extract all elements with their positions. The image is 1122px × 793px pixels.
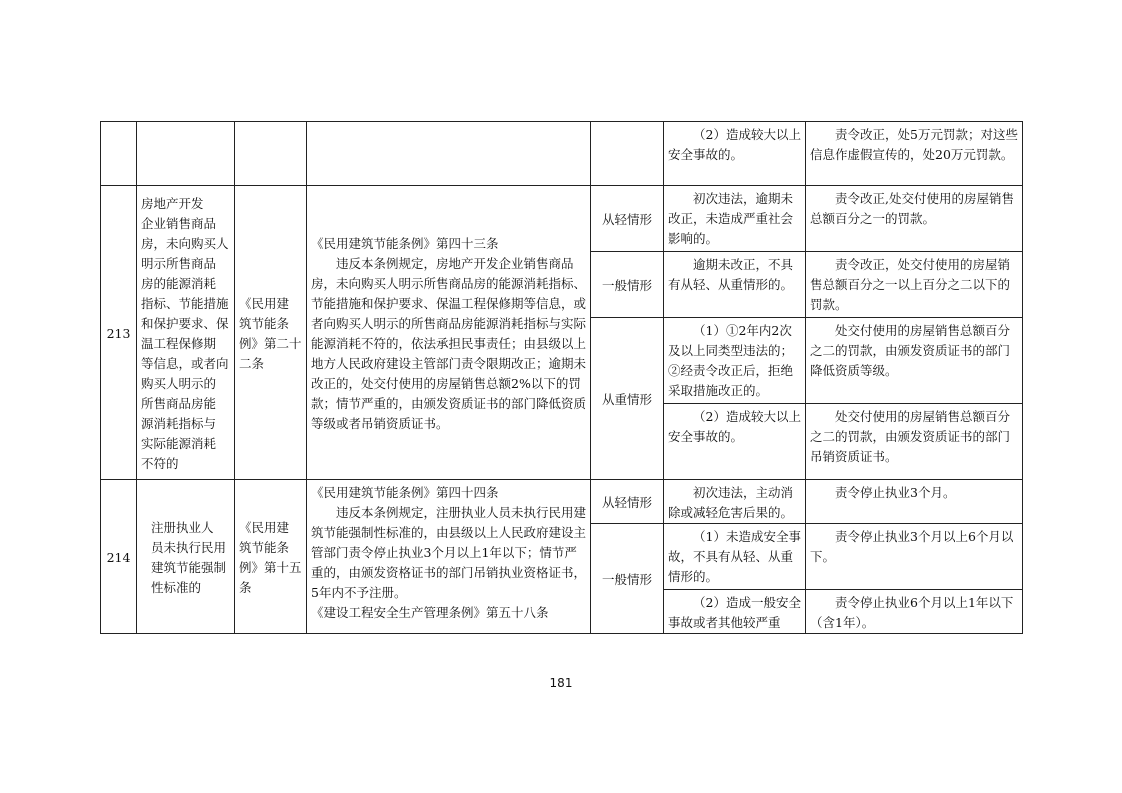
level-cell: 从轻情形: [591, 186, 664, 252]
page-number: 181: [549, 676, 573, 690]
clause-body: 违反本条例规定，房地产开发企业销售商品房，未向购买人明示所售商品房的能源消耗指标、节能措施和保护要求、保温工程保修期等信息，或者向购买人明示的所售商品房能源消耗指标与实际能源消耗不符的，依法承担民事责任；由县级以上地方人民政府建设主管部门责令限期改正；逾期未改正的，处交付使用的房屋销售总额2%以下的罚款；情节严重的，由颁发资质证书的部门降低资质等级或者吊销资质证书。: [311, 256, 587, 431]
clause-title: 《民用建筑节能条例》第四十四条: [311, 485, 499, 500]
sub-case-cell: （2）造成较大以上安全事故的。: [664, 122, 806, 186]
level-cell: 从轻情形: [591, 480, 664, 524]
violation-cell: 注册执业人 员未执行民用 建筑节能强制 性标准的: [137, 480, 235, 634]
sub-case-cell: （2）造成一般安全事故或者其他较严重: [664, 590, 806, 634]
sub-case-cell: 逾期未改正，不具有从轻、从重情形的。: [664, 252, 806, 318]
clause-extra: 《建设工程安全生产管理条例》第五十八条: [311, 605, 549, 620]
penalty-cell: 责令改正,处交付使用的房屋销售总额百分之一的罚款。: [806, 186, 1023, 252]
penalty-cell: 责令停止执业3个月。: [806, 480, 1023, 524]
clause-title: 《民用建筑节能条例》第四十三条: [311, 236, 499, 251]
level-cell: 一般情形: [591, 252, 664, 318]
table-row: [101, 186, 1023, 252]
penalty-cell: 责令改正，处5万元罚款；对这些信息作虚假宣传的，处20万元罚款。: [806, 122, 1023, 186]
sub-case-cell: （2）造成较大以上安全事故的。: [664, 404, 806, 480]
sub-case-cell: 初次违法，逾期未改正，未造成严重社会影响的。: [664, 186, 806, 252]
number-cell: [101, 122, 137, 186]
sub-case-cell: 初次违法，主动消除或减轻危害后果的。: [664, 480, 806, 524]
table-row: [101, 480, 1023, 524]
clause-body: 违反本条例规定，注册执业人员未执行民用建筑节能强制性标准的，由县级以上人民政府建设主管部门责令停止执业3个月以上1年以下；情节严重的，由颁发资格证书的部门吊销执业资格证书，5年内不予注册。: [311, 505, 587, 600]
row-number: 214: [101, 480, 137, 634]
sub-case-cell: （1）未造成安全事故，不具有从轻、从重情形的。: [664, 524, 806, 590]
penalty-cell: 责令改正，处交付使用的房屋销售总额百分之一以上百分之二以下的罚款。: [806, 252, 1023, 318]
level-cell: [591, 122, 664, 186]
clause-cell: [307, 480, 591, 634]
penalty-cell: 处交付使用的房屋销售总额百分之二的罚款，由颁发资质证书的部门降低资质等级。: [806, 318, 1023, 404]
basis-cell: 《民用建 筑节能条 例》第二十 二条: [235, 186, 307, 480]
clause-cell: [307, 122, 591, 186]
level-cell: 一般情形: [591, 524, 664, 634]
penalty-cell: 处交付使用的房屋销售总额百分之二的罚款，由颁发资质证书的部门吊销资质证书。: [806, 404, 1023, 480]
clause-cell: [307, 186, 591, 480]
penalty-cell: 责令停止执业6个月以上1年以下（含1年）。: [806, 590, 1023, 634]
level-cell: 从重情形: [591, 318, 664, 480]
basis-cell: [235, 122, 307, 186]
violation-cell: [137, 122, 235, 186]
sub-case-cell: （1）①2年内2次及以上同类型违法的；②经责令改正后，拒绝采取措施改正的。: [664, 318, 806, 404]
basis-cell: 《民用建 筑节能条 例》第十五 条: [235, 480, 307, 634]
row-number: 213: [101, 186, 137, 480]
penalty-cell: 责令停止执业3个月以上6个月以下。: [806, 524, 1023, 590]
violation-cell: 房地产开发 企业销售商品 房，未向购买人 明示所售商品 房的能源消耗 指标、节能措施 和保护要求、保 温工程保修期 等信息，或者向 购买人明示的 所售商品房能 源消耗指标与 实际能源消耗 不符的: [137, 186, 235, 480]
table-row: [101, 122, 1023, 186]
penalty-table: [100, 121, 1023, 634]
